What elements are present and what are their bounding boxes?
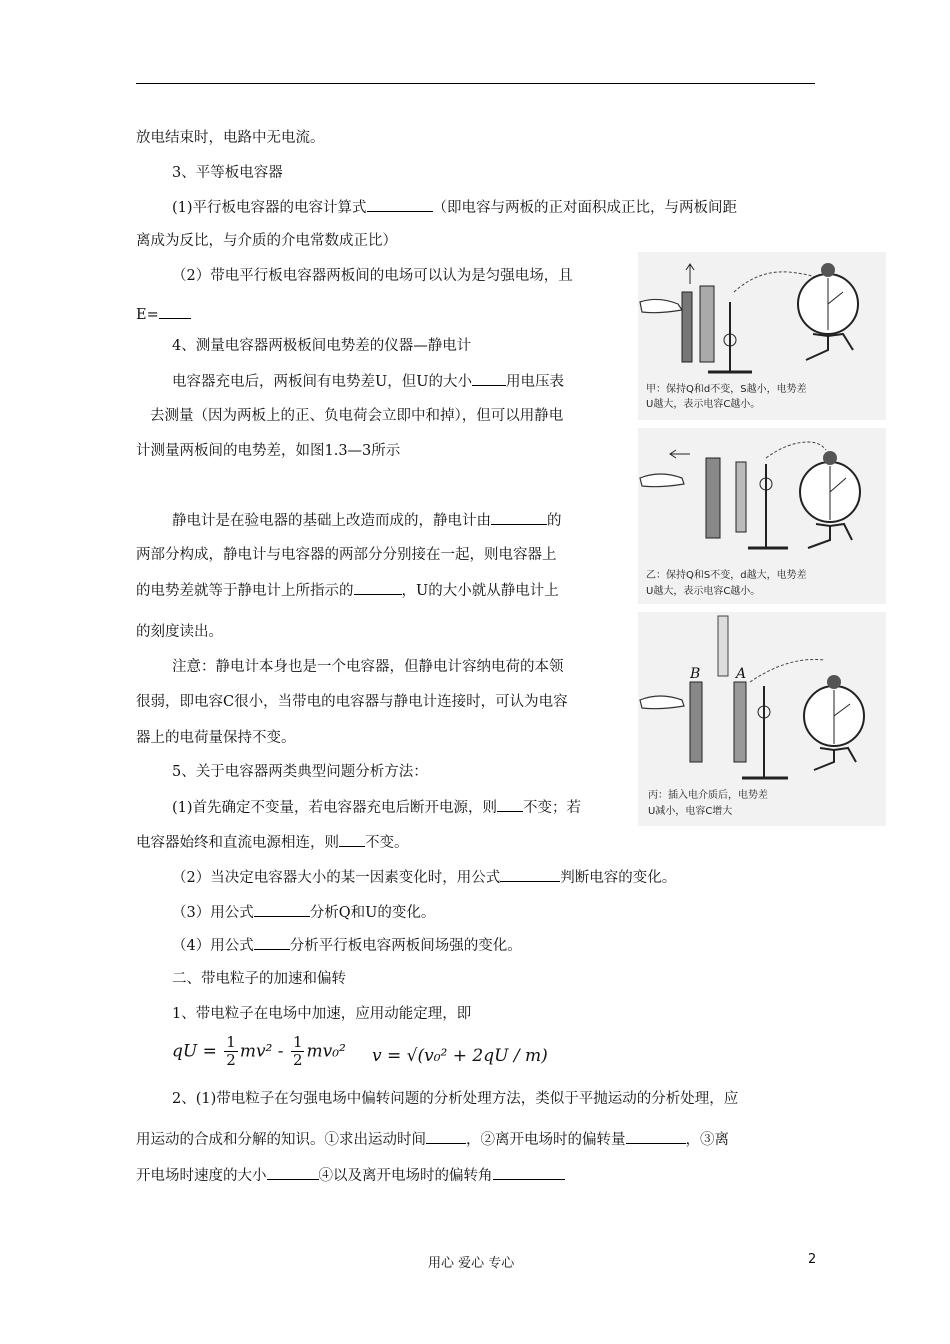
section-heading: 5、关于电容器两类典型问题分析方法：	[172, 764, 428, 780]
text-line: (1)首先确定不变量，若电容器充电后断开电源，则 不变；若	[172, 797, 581, 818]
fill-blank	[354, 580, 402, 595]
text-line: 离成为反比，与介质的介电常数成正比）	[136, 233, 397, 249]
fill-blank	[254, 902, 310, 917]
text-line: 2、(1)带电粒子在匀强电场中偏转问题的分析处理方法，类似于平抛运动的分析处理，应	[172, 1091, 739, 1107]
section-heading: 4、测量电容器两极板间电势差的仪器—静电计	[172, 338, 472, 354]
section-heading: 3、平等板电容器	[172, 165, 283, 181]
fill-blank	[254, 935, 290, 950]
velocity-equation: v = √(v₀² + 2qU / m)	[372, 1046, 548, 1066]
fill-blank	[339, 832, 365, 847]
electrometer-figure-area	[638, 428, 886, 604]
fill-blank	[626, 1129, 686, 1144]
header-rule	[136, 83, 815, 84]
text-line: （3）用公式 分析Q和U的变化。	[172, 902, 435, 923]
text-line: 电容器充电后，两板间有电势差U，但U的大小 用电压表	[172, 371, 564, 392]
text-line: (1)平行板电容器的电容计算式 （即电容与两板的正对面积成正比，与两板间距	[172, 197, 737, 218]
kinetic-energy-equation: qU = $\frac{1}{2}$ mv² - $\frac{1}{2}$ mv₀²	[172, 1033, 346, 1069]
text-line: 开电场时速度的大小 ④以及离开电场时的偏转角	[136, 1165, 565, 1186]
footer-slogan: 用心 爱心 专心	[428, 1256, 515, 1271]
text-line: （4）用公式 分析平行板电容两板间场强的变化。	[172, 935, 522, 956]
text-line: 放电结束时，电路中无电流。	[136, 130, 325, 146]
text-line: （2）当决定电容器大小的某一因素变化时，用公式 判断电容的变化。	[172, 867, 676, 888]
text-line: E=	[136, 304, 191, 325]
fill-blank	[491, 510, 547, 525]
text-line: 计测量两板间的电势差，如图1.3—3所示	[136, 443, 401, 459]
svg-text:甲：保持Q和d不变，S越小，电势差: 甲：保持Q和d不变，S越小，电势差	[646, 384, 807, 395]
text-line: 注意：静电计本身也是一个电容器，但静电计容纳电荷的本领	[172, 659, 564, 675]
electrometer-figure-area	[638, 612, 886, 826]
svg-text:U减小，电容C增大: U减小，电容C增大	[648, 806, 733, 817]
svg-text:U越大，表示电容C越小。: U越大，表示电容C越小。	[646, 586, 761, 597]
text-line: （2）带电平行板电容器两板间的电场可以认为是匀强电场，且	[172, 268, 573, 284]
text-line: 的电势差就等于静电计上所指示的 ，U的大小就从静电计上	[136, 580, 559, 601]
svg-text:丙：插入电介质后，电势差: 丙：插入电介质后，电势差	[648, 790, 768, 801]
electrometer-figure-area	[638, 252, 886, 420]
fill-blank	[267, 1165, 319, 1180]
text-line: 用运动的合成和分解的知识。①求出运动时间 ，②离开电场时的偏转量 ，③离	[136, 1129, 729, 1150]
svg-text:乙：保持Q和S不变，d越大，电势差: 乙：保持Q和S不变，d越大，电势差	[646, 570, 807, 581]
fill-blank	[367, 197, 433, 212]
text-line: 1、带电粒子在电场中加速，应用动能定理，即	[172, 1006, 472, 1022]
text-line: 器上的电荷量保持不变。	[136, 730, 296, 746]
page-number: 2	[808, 1252, 817, 1267]
svg-text:B: B	[690, 666, 701, 682]
fill-blank	[500, 867, 560, 882]
text-line: 的刻度读出。	[136, 624, 223, 640]
svg-text:A: A	[736, 666, 747, 682]
text-line: 电容器始终和直流电源相连，则 不变。	[136, 832, 409, 853]
fill-blank	[497, 797, 523, 812]
text-line: 去测量（因为两板上的正、负电荷会立即中和掉），但可以用静电	[150, 408, 564, 424]
fill-blank	[426, 1129, 466, 1144]
text-line: 很弱，即电容C很小，当带电的电容器与静电计连接时，可认为电容	[136, 694, 568, 710]
fill-blank	[493, 1165, 565, 1180]
text-line: 两部分构成，静电计与电容器的两部分分别接在一起，则电容器上	[136, 547, 557, 563]
fill-blank	[472, 371, 506, 386]
fill-blank	[159, 304, 191, 319]
section-heading: 二、带电粒子的加速和偏转	[172, 971, 346, 987]
svg-text:U越大，表示电容C越小。: U越大，表示电容C越小。	[646, 399, 761, 410]
text-line: 静电计是在验电器的基础上改造而成的，静电计由 的	[172, 510, 562, 531]
